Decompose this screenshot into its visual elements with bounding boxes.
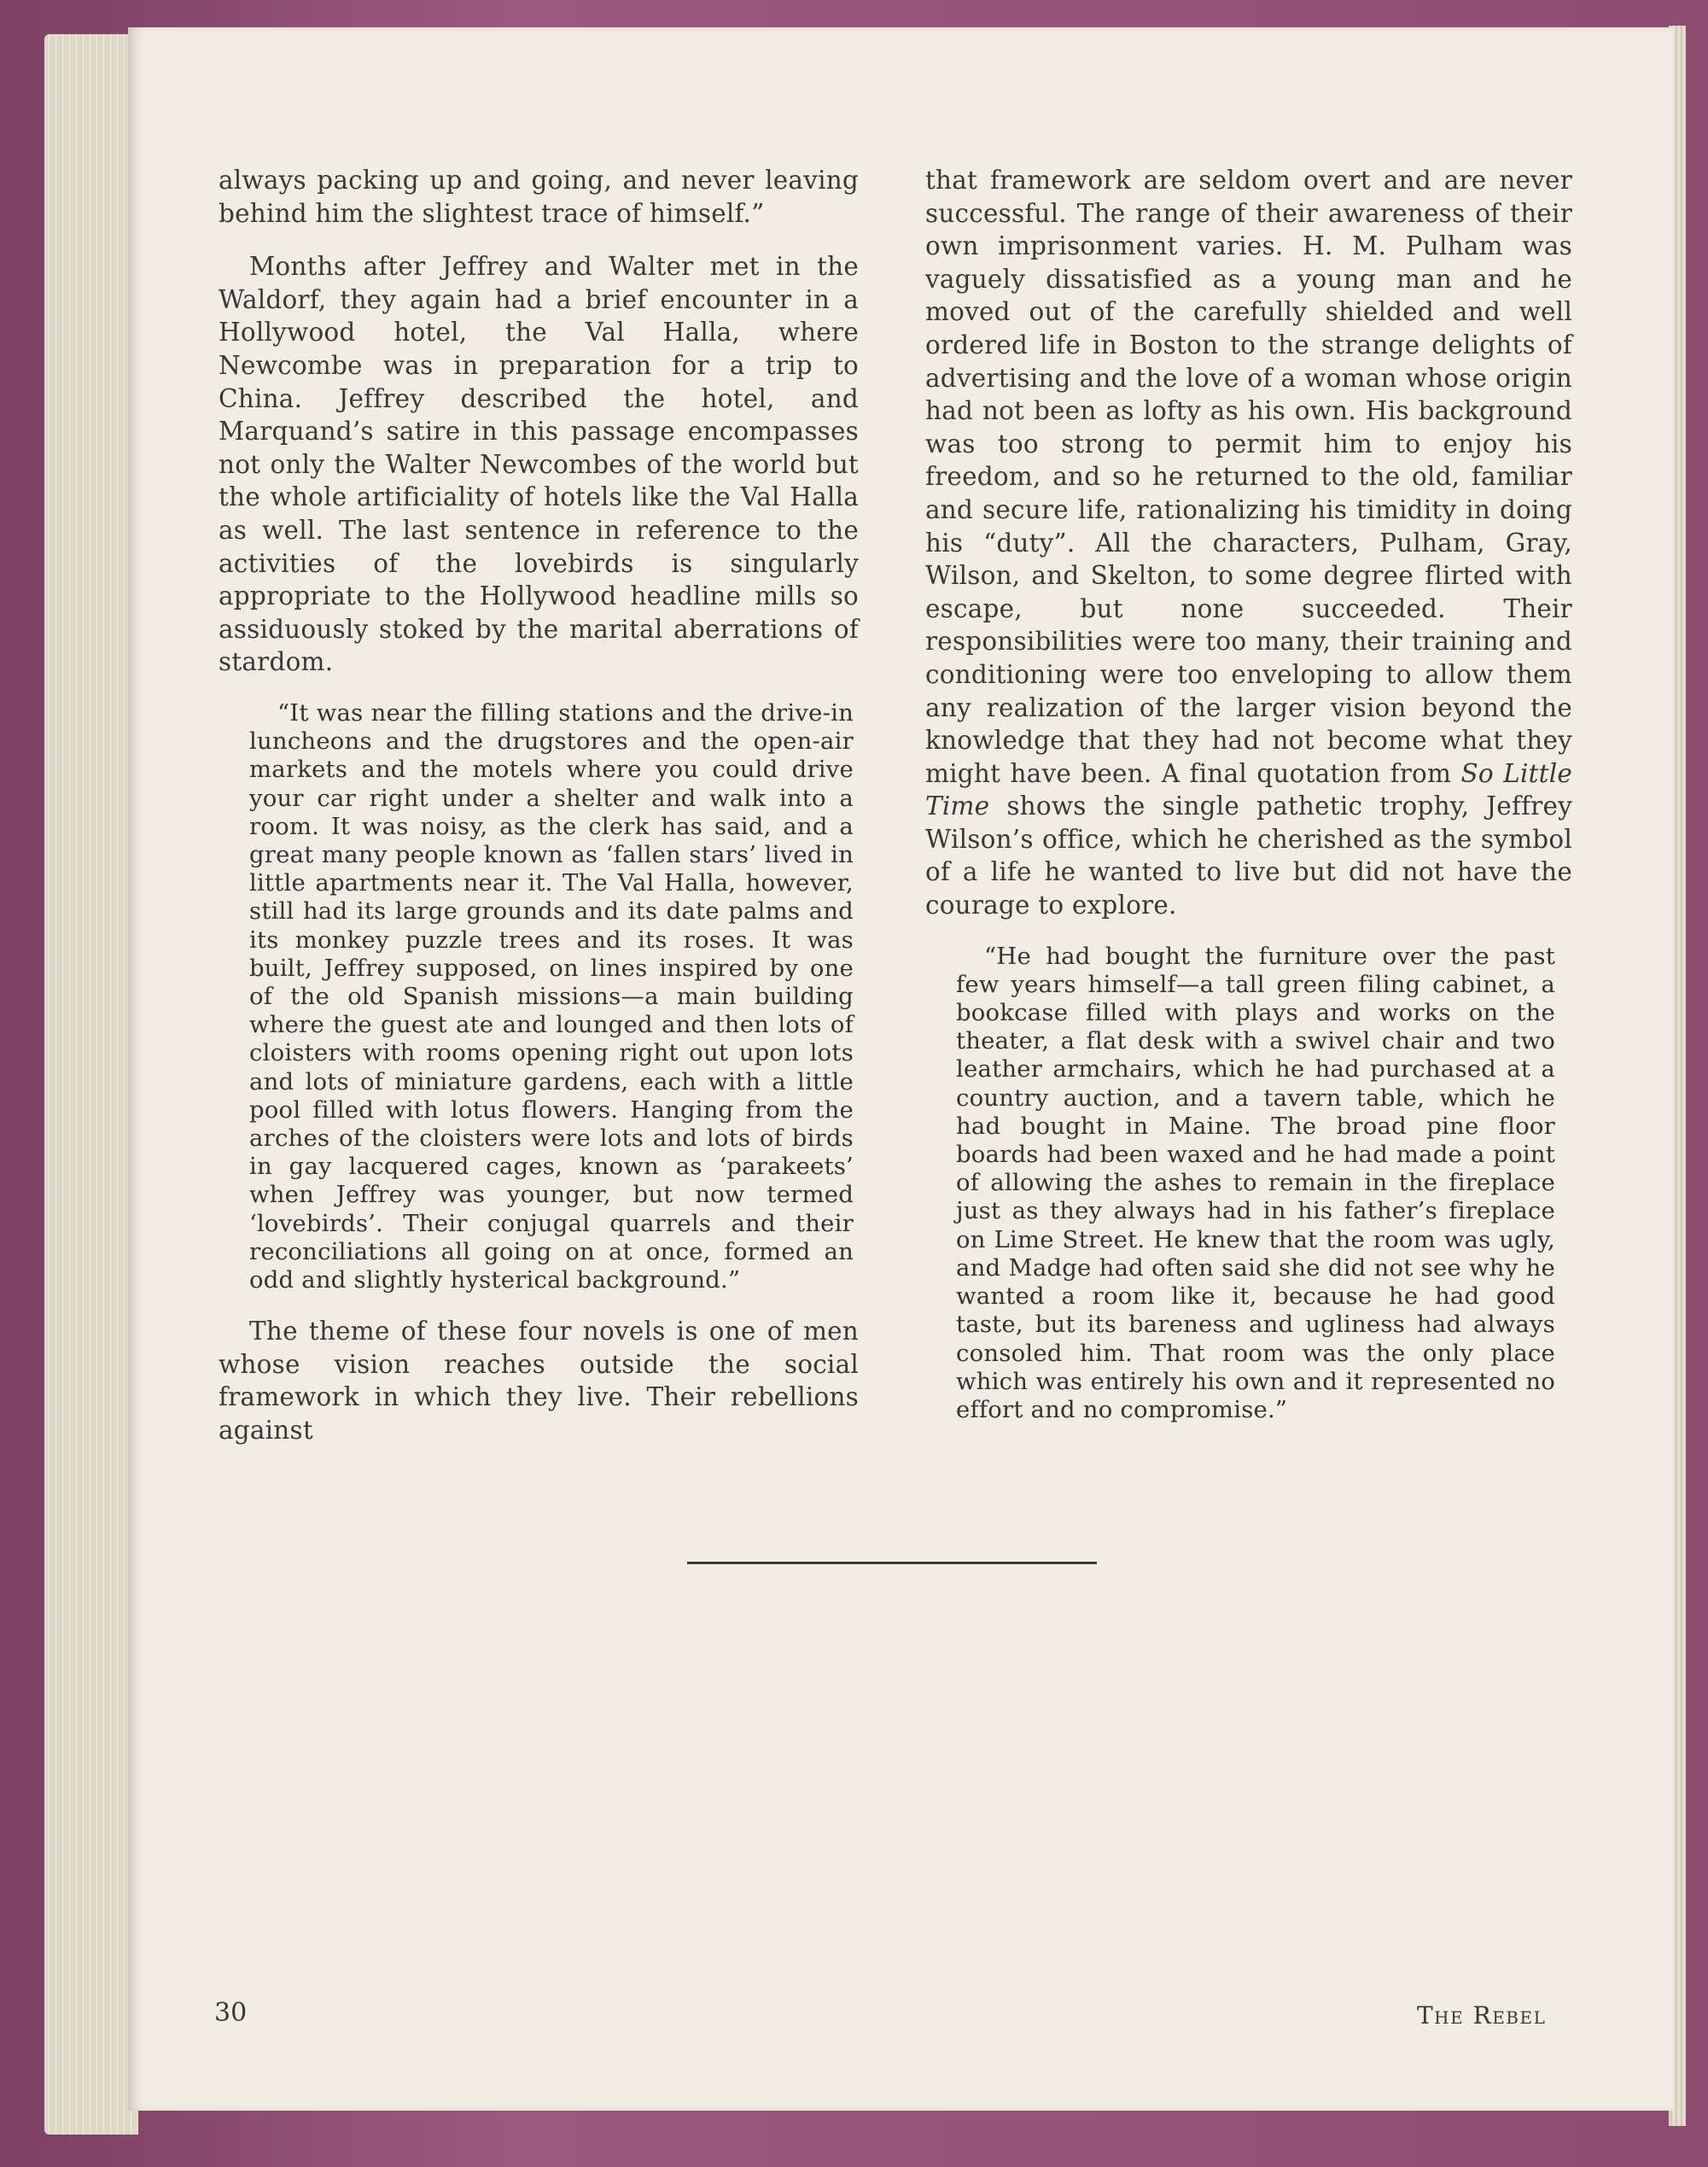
section-divider-rule: [687, 1562, 1097, 1564]
paragraph-framework: [925, 164, 1572, 922]
paragraph-framework-text-b: shows the single pathetic trophy, Jeffrey Wilson’s office, which he cherished as the symbol of a life he wanted to live but did not have the courage to explore.: [925, 791, 1573, 920]
paragraph-theme: The theme of these four novels is one of men whose vision reaches outside the social framework in which they live. Their rebellions against: [219, 1317, 859, 1445]
quote-office: “He had bought the furniture over the past few years himself—a tall green filing cabinet, a bookcase filled with plays and works on the theater, a flat desk with a swivel chair and two leather armchairs, which he had purchased at a country auction, and a tavern table, which he had bought in Maine. The broad pine floor boards had been waxed and he had made a point of allowing the ashes to remain in the fireplace just as they always had in his father’s fireplace on Lime Street. He knew that the room was ugly, and Madge had often said she did not see why he wanted a room like it, because he had good taste, but its bareness and ugliness had always consoled him. That room was the only place which was entirely his own and it represented no effort and no compromise.”: [956, 942, 1555, 1423]
paragraph-framework-text-a: that framework are seldom overt and are never successful. The range of their awareness of their own imprisonment varies. H. M. Pulham was vaguely dissatisfied as a young man and he moved out of the carefully shielded and well ordered life in Boston to the strange delights of advertising and the love of a woman whose origin had not been as lofty as his own. His background was too strong to permit him to enjoy his freedom, and so he returned to the old, familiar and secure life, rationalizing his timidity in doing his “duty”. All the characters, Pulham, Gray, Wilson, and Skelton, to some degree flirted with escape, but none succeeded. Their responsibilities were too many, their training and conditioning were too enveloping to allow them any realization of the larger vision beyond the knowledge that they had not become what they might have been. A final quotation from: [925, 166, 1572, 788]
book-title-so-little-time: So Little Time: [925, 758, 1573, 821]
paragraph-continuation: always packing up and going, and never leaving behind him the slightest trace of himself.”: [219, 166, 859, 228]
paragraph-val-halla: Months after Jeffrey and Walter met in the Waldorf, they again had a brief encounter in a Hollywood hotel, the Val Halla, where Newcombe was in preparation for a trip to China. Jeffrey described the hotel, and Marquand’s satire in this passage encompasses not only the Walter Newcombes of the world but the whole artificiality of hotels like the Val Halla as well. The last sentence in reference to the activities of the lovebirds is singularly appropriate to the Hollywood headline mills so assiduously stoked by the marital aberrations of stardom.: [219, 252, 859, 677]
page-edges-left: [44, 34, 138, 2135]
quote-val-halla: “It was near the filling stations and the drive-in luncheons and the drugstores and the open-air markets and the motels where you could drive your car right under a shelter and walk into a room. It was noisy, as the clerk has said, and a great many people known as ‘fallen stars’ lived in little apartments near it. The Val Halla, however, still had its large grounds and its date palms and its monkey puzzle trees and its roses. It was built, Jeffrey supposed, on lines inspired by one of the old Spanish missions—a main building where the guest ate and lounged and then lots of cloisters with rooms opening right out upon lots and lots of miniature gardens, each with a little pool filled with lotus flowers. Hanging from the arches of the cloisters were lots and lots of birds in gay lacquered cages, known as ‘parakeets’ when Jeffrey was younger, but now termed ‘lovebirds’. Their conjugal quarrels and their reconciliations all going on at once, formed an odd and slightly hysterical background.”: [249, 698, 854, 1294]
right-column: [925, 164, 1572, 1445]
left-column: [219, 164, 859, 1468]
running-title: The Rebel: [1417, 2001, 1547, 2030]
page-number: 30: [214, 1998, 248, 2028]
